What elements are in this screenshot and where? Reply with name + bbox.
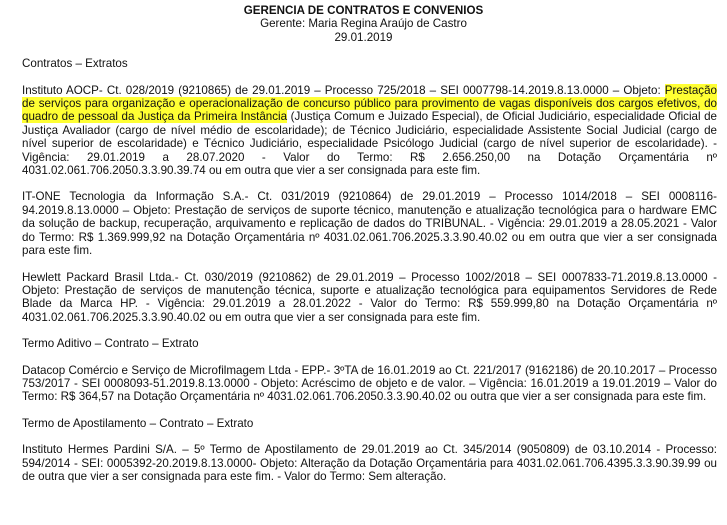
amendment-entry-datacop (22, 364, 717, 404)
document-header (10, 4, 717, 44)
section-contratos (22, 57, 717, 324)
section-heading: Termo de Apostilamento – Contrato – Extrato (22, 416, 254, 430)
contract-entry-aocp (22, 84, 717, 178)
entry-text: Hewlett Packard Brasil Ltda.- Ct. 030/2019 (9210862) de 29.01.2019 – Processo 1002/2018 – SEI 0007833-71.2019.8.13.0000 - Objeto: Prestação de serviços de manutenção técnica, suporte e atualização tecnológica para equipamentos Servidores de Rede Blade da Marca HP. - Vigência: 29.01.2019 a 28.01.2022 - Valor do Termo: R$ 559.999,80 na Dotação Orçamentária nº 4031.02.061.706.2025.3.3.90.40.02 ou em outra que vier a ser consignada para este fim. (22, 270, 717, 324)
manager-line: Gerente: Maria Regina Araújo de Castro (260, 17, 467, 31)
apostille-entry-hermes-pardini (22, 443, 717, 483)
section-termo-aditivo (22, 337, 717, 404)
entry-text: Instituto AOCP- Ct. 028/2019 (9210865) de 29.01.2019 – Processo 725/2018 – SEI 0007798-14.2019.8.13.0000 – Objeto: (22, 83, 665, 97)
highlighted-text: Prestação de serviços para organização e operacionalização de concurso público para provimento de vagas disponíveis dos cargos efetivos, do quadro de pessoal da Justiça da Primeira Instância (22, 83, 717, 124)
department-title: GERENCIA DE CONTRATOS E CONVENIOS (243, 4, 484, 17)
section-termo-apostilamento (22, 417, 717, 484)
section-heading: Termo Aditivo – Contrato – Extrato (22, 337, 199, 351)
entry-text: Datacop Comércio e Serviço de Microfilmagem Ltda - EPP.- 3ºTA de 16.01.2019 ao Ct. 221/2017 (9162186) de 20.10.2017 – Processo 753/2017 - SEI 0008093-51.2019.8.13.0000 - Objeto: Acréscimo de objeto e de valor. – Vigência: 16.01.2019 a 19.01.2019 – Valor do Termo: R$ 364,57 na Dotação Orçamentária nº 4031.02.061.706.2050.3.3.90.40.02 ou outra que vier a ser consignada para este fim. (22, 363, 717, 404)
contract-entry-hewlett-packard (22, 271, 717, 325)
entry-text-continued: (Justiça Comum e Juizado Especial), de Oficial Judiciário, especialidade Oficial de Justiça Avaliador (cargo de nível médio de escolaridade); de Técnico Judiciário, especialidade Assistente Social Judicial (cargo de nível superior de escolaridade) e Técnico Judiciário, especialidade Psicólogo Judicial (cargo de nível superior de escolaridade). - Vigência: 29.01.2019 a 28.07.2020 - Valor do Termo: R$ 2.656.250,00 na Dotação Orçamentária nº 4031.02.061.706.2050.3.3.90.39.74 ou em outra que vier a ser consignada para este fim. (22, 110, 717, 178)
header-date: 29.01.2019 (334, 30, 393, 44)
entry-text: IT-ONE Tecnologia da Informação S.A.- Ct. 031/2019 (9210864) de 29.01.2019 – Processo 1014/2018 – SEI 0008116-94.2019.8.13.0000 – Objeto: Prestação de serviços de suporte técnico, manutenção e atualização tecnológica para o hardware EMC da solução de backup, recuperação, arquivamento e replicação de dados do TRIBUNAL. - Vigência: 29.01.2019 a 28.05.2021 - Valor do Termo: R$ 1.369.999,92 na Dotação Orçamentária nº 4031.02.061.706.2025.3.3.90.40.02 ou em outra que vier a ser consignada para este fim. (22, 190, 717, 258)
contract-entry-it-one (22, 190, 717, 257)
entry-text: Instituto Hermes Pardini S/A. – 5º Termo de Apostilamento de 29.01.2019 ao Ct. 345/2014 (9050809) de 03.10.2014 - Processo: 594/2014 - SEI: 0005392-20.2019.8.13.0000- Objeto: Alteração da Dotação Orçamentária para 4031.02.061.706.4395.3.3.90.39.99 ou de outra que vier a ser consignada para este fim. - Valor do Termo: Sem alteração. (22, 443, 717, 483)
section-heading: Contratos – Extratos (22, 57, 128, 71)
